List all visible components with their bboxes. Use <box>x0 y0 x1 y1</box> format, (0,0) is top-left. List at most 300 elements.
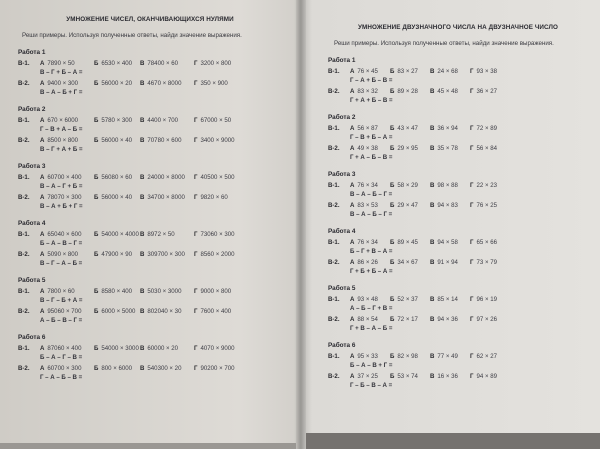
variant-label: В-2. <box>328 316 340 323</box>
right-page <box>302 0 600 449</box>
task-expression: 72 × 89 <box>476 125 497 132</box>
task-letter: В <box>430 353 435 360</box>
task-expression: 54000 × 4000 <box>101 231 139 238</box>
answer-expression: Г – Б – В – А = <box>350 382 393 389</box>
answer-expression: Г – В + А – Б = <box>40 126 83 133</box>
variant-label: В-1. <box>18 174 30 181</box>
task-letter: Г <box>470 125 474 132</box>
task-letter: Б <box>94 194 99 201</box>
task-item <box>140 308 194 315</box>
answer-expression: Г – А + Б – В = <box>350 77 393 84</box>
task-expression: 16 × 36 <box>437 373 458 380</box>
answer-expression: Б – А – Г – В = <box>40 354 83 361</box>
variant-label: В-1. <box>328 296 340 303</box>
task-expression: 60700 × 300 <box>47 365 82 372</box>
variant-row <box>324 239 592 246</box>
task-expression: 56080 × 60 <box>101 174 133 181</box>
task-expression: 82 × 98 <box>397 353 418 360</box>
task-item <box>430 259 470 266</box>
task-letter: В <box>140 137 145 144</box>
task-expression: 91 × 94 <box>437 259 458 266</box>
task-expression: 94 × 58 <box>437 239 458 246</box>
task-expression: 9820 × 60 <box>200 194 228 201</box>
task-item <box>40 251 94 258</box>
variant-label: В-2. <box>328 373 340 380</box>
task-letter: Б <box>94 251 99 258</box>
variant-label: В-2. <box>328 259 340 266</box>
task-expression: 35 × 78 <box>437 145 458 152</box>
task-letter: А <box>350 125 355 132</box>
task-letter: Г <box>194 365 198 372</box>
instruction-text: Реши примеры. Используя полученные ответы, найди значение выражения. <box>22 32 242 39</box>
variant-label: В-1. <box>328 68 340 75</box>
variant-row <box>10 231 290 238</box>
task-item <box>94 288 140 295</box>
variant-row <box>324 68 592 75</box>
task-expression: 36 × 94 <box>437 125 458 132</box>
task-letter: Г <box>194 251 198 258</box>
variant-label: В-1. <box>18 231 30 238</box>
task-letter: Г <box>470 296 474 303</box>
task-item <box>140 80 194 87</box>
task-item <box>40 80 94 87</box>
answer-expression: Г + А – Б – В = <box>350 154 393 161</box>
variant-row <box>324 353 592 360</box>
variant-label: В-1. <box>328 239 340 246</box>
task-letter: А <box>350 88 355 95</box>
task-item <box>94 174 140 181</box>
task-item <box>94 80 140 87</box>
task-expression: 78400 × 60 <box>147 60 179 67</box>
answer-expression: В – Г + А + Б = <box>40 146 83 153</box>
variant-row <box>324 296 592 303</box>
task-letter: Г <box>194 117 198 124</box>
work-block <box>10 220 290 267</box>
task-item <box>430 316 470 323</box>
task-item <box>194 231 234 238</box>
task-expression: 76 × 34 <box>357 182 378 189</box>
task-item <box>194 137 234 144</box>
task-letter: В <box>140 345 145 352</box>
task-letter: Г <box>194 345 198 352</box>
answer-expression: А – Б – Г + В = <box>350 305 393 312</box>
task-item <box>140 251 194 258</box>
task-letter: В <box>430 316 435 323</box>
variant-label: В-2. <box>18 308 30 315</box>
task-item <box>94 60 140 67</box>
task-expression: 95060 × 700 <box>47 308 82 315</box>
left-page <box>0 0 298 449</box>
task-expression: 56 × 87 <box>357 125 378 132</box>
task-expression: 37 × 25 <box>357 373 378 380</box>
task-letter: Б <box>94 345 99 352</box>
task-item <box>94 231 140 238</box>
task-item <box>350 182 390 189</box>
task-item <box>470 182 510 189</box>
task-expression: 96 × 19 <box>476 296 497 303</box>
task-expression: 94 × 36 <box>437 316 458 323</box>
task-expression: 93 × 48 <box>357 296 378 303</box>
task-letter: А <box>350 353 355 360</box>
task-expression: 309700 × 300 <box>147 251 185 258</box>
task-expression: 53 × 74 <box>397 373 418 380</box>
task-letter: А <box>350 182 355 189</box>
variant-label: В-2. <box>18 365 30 372</box>
task-letter: Г <box>470 182 474 189</box>
task-letter: А <box>40 231 45 238</box>
answer-expression: Б – А – В – Г = <box>40 240 83 247</box>
works-list <box>324 57 592 389</box>
variant-label: В-1. <box>18 288 30 295</box>
task-letter: Б <box>390 182 395 189</box>
variant-label: В-1. <box>328 125 340 132</box>
task-item <box>350 88 390 95</box>
task-expression: 802040 × 30 <box>147 308 182 315</box>
task-letter: А <box>40 117 45 124</box>
task-expression: 76 × 25 <box>476 202 497 209</box>
task-item <box>194 288 234 295</box>
variant-label: В-2. <box>18 251 30 258</box>
task-expression: 72 × 17 <box>397 316 418 323</box>
task-item <box>350 373 390 380</box>
task-expression: 40500 × 500 <box>200 174 235 181</box>
variant-row <box>10 60 290 67</box>
task-item <box>350 68 390 75</box>
task-item <box>470 145 510 152</box>
variant-row <box>10 194 290 201</box>
task-letter: Г <box>194 80 198 87</box>
task-letter: А <box>350 202 355 209</box>
answer-expression: В – Г + Б – А = <box>40 69 83 76</box>
task-expression: 67000 × 50 <box>200 117 232 124</box>
work-block <box>324 285 592 332</box>
work-block <box>10 49 290 96</box>
task-letter: В <box>430 68 435 75</box>
task-item <box>40 60 94 67</box>
task-letter: А <box>40 60 45 67</box>
task-item <box>140 231 194 238</box>
task-letter: Б <box>390 145 395 152</box>
task-letter: Б <box>94 137 99 144</box>
task-expression: 49 × 38 <box>357 145 378 152</box>
task-expression: 22 × 23 <box>476 182 497 189</box>
task-expression: 76 × 34 <box>357 239 378 246</box>
variant-row <box>10 345 290 352</box>
variant-label: В-1. <box>328 182 340 189</box>
task-letter: А <box>350 239 355 246</box>
task-expression: 8560 × 2000 <box>200 251 235 258</box>
work-block <box>324 114 592 161</box>
task-letter: А <box>40 365 45 372</box>
task-expression: 5090 × 800 <box>47 251 79 258</box>
task-expression: 7890 × 50 <box>47 60 75 67</box>
task-expression: 86 × 26 <box>357 259 378 266</box>
task-letter: А <box>40 251 45 258</box>
task-item <box>94 117 140 124</box>
task-letter: А <box>350 68 355 75</box>
task-letter: Б <box>390 259 395 266</box>
work-block <box>10 334 290 381</box>
work-title: Работа 5 <box>18 277 46 284</box>
work-title: Работа 4 <box>18 220 46 227</box>
task-letter: В <box>140 60 145 67</box>
task-item <box>350 296 390 303</box>
task-expression: 78070 × 300 <box>47 194 82 201</box>
task-expression: 73060 × 300 <box>200 231 235 238</box>
task-expression: 29 × 95 <box>397 145 418 152</box>
task-letter: Б <box>390 239 395 246</box>
work-title: Работа 4 <box>328 228 356 235</box>
task-item <box>40 308 94 315</box>
task-item <box>350 125 390 132</box>
variant-label: В-1. <box>328 353 340 360</box>
task-expression: 24 × 68 <box>437 68 458 75</box>
work-title: Работа 6 <box>328 342 356 349</box>
task-item <box>140 174 194 181</box>
task-item <box>390 68 430 75</box>
task-expression: 83 × 27 <box>397 68 418 75</box>
task-expression: 540300 × 20 <box>147 365 182 372</box>
task-expression: 73 × 79 <box>476 259 497 266</box>
task-letter: В <box>430 182 435 189</box>
task-expression: 7600 × 400 <box>200 308 232 315</box>
task-expression: 29 × 47 <box>397 202 418 209</box>
variant-row <box>324 316 592 323</box>
task-item <box>430 125 470 132</box>
task-expression: 94 × 83 <box>437 202 458 209</box>
task-item <box>194 308 234 315</box>
variant-label: В-2. <box>18 194 30 201</box>
task-expression: 88 × 54 <box>357 316 378 323</box>
task-letter: А <box>350 145 355 152</box>
task-item <box>390 125 430 132</box>
task-item <box>430 68 470 75</box>
task-letter: Б <box>390 88 395 95</box>
task-letter: Б <box>390 373 395 380</box>
task-item <box>430 353 470 360</box>
task-expression: 7800 × 60 <box>47 288 75 295</box>
answer-expression: Б – Г + В – А = <box>350 248 393 255</box>
variant-label: В-1. <box>18 117 30 124</box>
task-item <box>40 174 94 181</box>
task-item <box>470 296 510 303</box>
task-expression: 56000 × 40 <box>101 137 133 144</box>
task-expression: 800 × 6000 <box>101 365 133 372</box>
task-item <box>390 145 430 152</box>
task-expression: 90200 × 700 <box>200 365 235 372</box>
task-item <box>470 316 510 323</box>
task-item <box>350 316 390 323</box>
page-title: УМНОЖЕНИЕ ДВУЗНАЧНОГО ЧИСЛА НА ДВУЗНАЧНОЕ ЧИСЛО <box>357 24 559 31</box>
task-letter: Г <box>194 194 198 201</box>
task-item <box>470 259 510 266</box>
task-expression: 5030 × 3000 <box>147 288 182 295</box>
answer-expression: Г + В – А – Б = <box>350 325 393 332</box>
task-letter: Г <box>470 88 474 95</box>
work-title: Работа 3 <box>328 171 356 178</box>
task-letter: Г <box>470 353 474 360</box>
task-expression: 58 × 29 <box>397 182 418 189</box>
task-letter: А <box>40 137 45 144</box>
answer-expression: В – А + Б + Г = <box>40 203 83 210</box>
answer-expression: А – Б – В – Г = <box>40 317 83 324</box>
answer-expression: В – А – Б + Г = <box>40 89 83 96</box>
task-item <box>470 125 510 132</box>
task-letter: Г <box>194 60 198 67</box>
task-item <box>40 345 94 352</box>
task-expression: 56000 × 20 <box>101 80 133 87</box>
work-title: Работа 3 <box>18 163 46 170</box>
work-block <box>324 342 592 389</box>
work-block <box>10 163 290 210</box>
task-item <box>350 239 390 246</box>
task-expression: 43 × 47 <box>397 125 418 132</box>
task-item <box>430 373 470 380</box>
task-item <box>390 182 430 189</box>
task-item <box>94 194 140 201</box>
task-item <box>140 60 194 67</box>
task-letter: А <box>40 288 45 295</box>
task-item <box>194 117 234 124</box>
task-expression: 89 × 28 <box>397 88 418 95</box>
variant-row <box>324 259 592 266</box>
variant-row <box>10 174 290 181</box>
task-letter: В <box>140 194 145 201</box>
task-item <box>350 353 390 360</box>
task-item <box>140 345 194 352</box>
task-item <box>430 202 470 209</box>
task-letter: Б <box>94 117 99 124</box>
variant-row <box>10 117 290 124</box>
task-letter: Г <box>470 68 474 75</box>
task-item <box>390 353 430 360</box>
variant-row <box>324 88 592 95</box>
task-item <box>40 117 94 124</box>
task-expression: 95 × 33 <box>357 353 378 360</box>
task-letter: А <box>350 373 355 380</box>
task-expression: 56000 × 40 <box>101 194 133 201</box>
task-item <box>94 365 140 372</box>
task-letter: В <box>430 373 435 380</box>
variant-row <box>10 365 290 372</box>
instruction-text: Реши примеры. Используя полученные ответы, найди значение выражения. <box>334 40 554 47</box>
task-letter: Б <box>390 68 395 75</box>
variant-label: В-1. <box>18 345 30 352</box>
variant-label: В-2. <box>18 80 30 87</box>
task-item <box>430 296 470 303</box>
task-item <box>140 137 194 144</box>
task-expression: 9000 × 800 <box>200 288 232 295</box>
task-letter: В <box>140 308 145 315</box>
task-expression: 34 × 67 <box>397 259 418 266</box>
task-item <box>194 194 234 201</box>
task-letter: В <box>430 239 435 246</box>
work-block <box>324 171 592 218</box>
task-letter: А <box>40 345 45 352</box>
task-letter: Г <box>470 316 474 323</box>
task-item <box>140 117 194 124</box>
variant-row <box>10 137 290 144</box>
variant-row <box>10 251 290 258</box>
task-expression: 65 × 66 <box>476 239 497 246</box>
answer-expression: Г – В + Б – А = <box>350 134 393 141</box>
task-letter: В <box>140 80 145 87</box>
answer-expression: В – А – Г + Б = <box>40 183 83 190</box>
task-letter: А <box>40 80 45 87</box>
variant-row <box>10 80 290 87</box>
task-expression: 70780 × 600 <box>147 137 182 144</box>
task-letter: Г <box>470 259 474 266</box>
task-item <box>94 251 140 258</box>
task-letter: Г <box>194 231 198 238</box>
task-item <box>350 202 390 209</box>
task-item <box>470 88 510 95</box>
task-letter: Б <box>94 308 99 315</box>
task-letter: А <box>350 296 355 303</box>
task-item <box>470 239 510 246</box>
task-expression: 9400 × 300 <box>47 80 79 87</box>
answer-expression: Г + Б + Б – А = <box>350 268 393 275</box>
work-block <box>324 57 592 104</box>
task-letter: Г <box>470 239 474 246</box>
task-letter: Б <box>390 125 395 132</box>
task-letter: Г <box>194 288 198 295</box>
task-expression: 87060 × 400 <box>47 345 82 352</box>
work-block <box>324 228 592 275</box>
task-item <box>194 345 234 352</box>
task-letter: А <box>40 194 45 201</box>
task-letter: А <box>350 259 355 266</box>
task-item <box>40 194 94 201</box>
task-expression: 4670 × 8000 <box>147 80 182 87</box>
task-expression: 5780 × 300 <box>101 117 133 124</box>
task-expression: 62 × 27 <box>476 353 497 360</box>
work-title: Работа 6 <box>18 334 46 341</box>
task-letter: Б <box>94 231 99 238</box>
task-expression: 94 × 89 <box>476 373 497 380</box>
task-expression: 6000 × 5000 <box>101 308 136 315</box>
task-item <box>470 68 510 75</box>
task-expression: 98 × 88 <box>437 182 458 189</box>
task-item <box>390 239 430 246</box>
task-expression: 3400 × 9000 <box>200 137 235 144</box>
answer-expression: Г + А + Б – В = <box>350 97 393 104</box>
task-expression: 4400 × 700 <box>147 117 179 124</box>
task-item <box>470 373 510 380</box>
task-letter: Б <box>390 353 395 360</box>
task-item <box>390 202 430 209</box>
task-item <box>194 365 234 372</box>
task-expression: 85 × 14 <box>437 296 458 303</box>
task-expression: 56 × 84 <box>476 145 497 152</box>
task-item <box>390 259 430 266</box>
work-block <box>10 277 290 324</box>
task-expression: 350 × 900 <box>200 80 228 87</box>
task-expression: 8580 × 400 <box>101 288 133 295</box>
variant-label: В-2. <box>328 145 340 152</box>
answer-expression: В – А – Б – Г = <box>350 211 393 218</box>
task-letter: А <box>40 174 45 181</box>
task-item <box>94 345 140 352</box>
task-expression: 670 × 6000 <box>47 117 79 124</box>
task-letter: Г <box>194 137 198 144</box>
task-letter: В <box>140 174 145 181</box>
task-letter: В <box>430 259 435 266</box>
work-title: Работа 5 <box>328 285 356 292</box>
task-item <box>430 145 470 152</box>
page-title: УМНОЖЕНИЕ ЧИСЕЛ, ОКАНЧИВАЮЩИХСЯ НУЛЯМИ <box>66 16 234 23</box>
answer-expression: В – Г – Б + А = <box>40 297 83 304</box>
